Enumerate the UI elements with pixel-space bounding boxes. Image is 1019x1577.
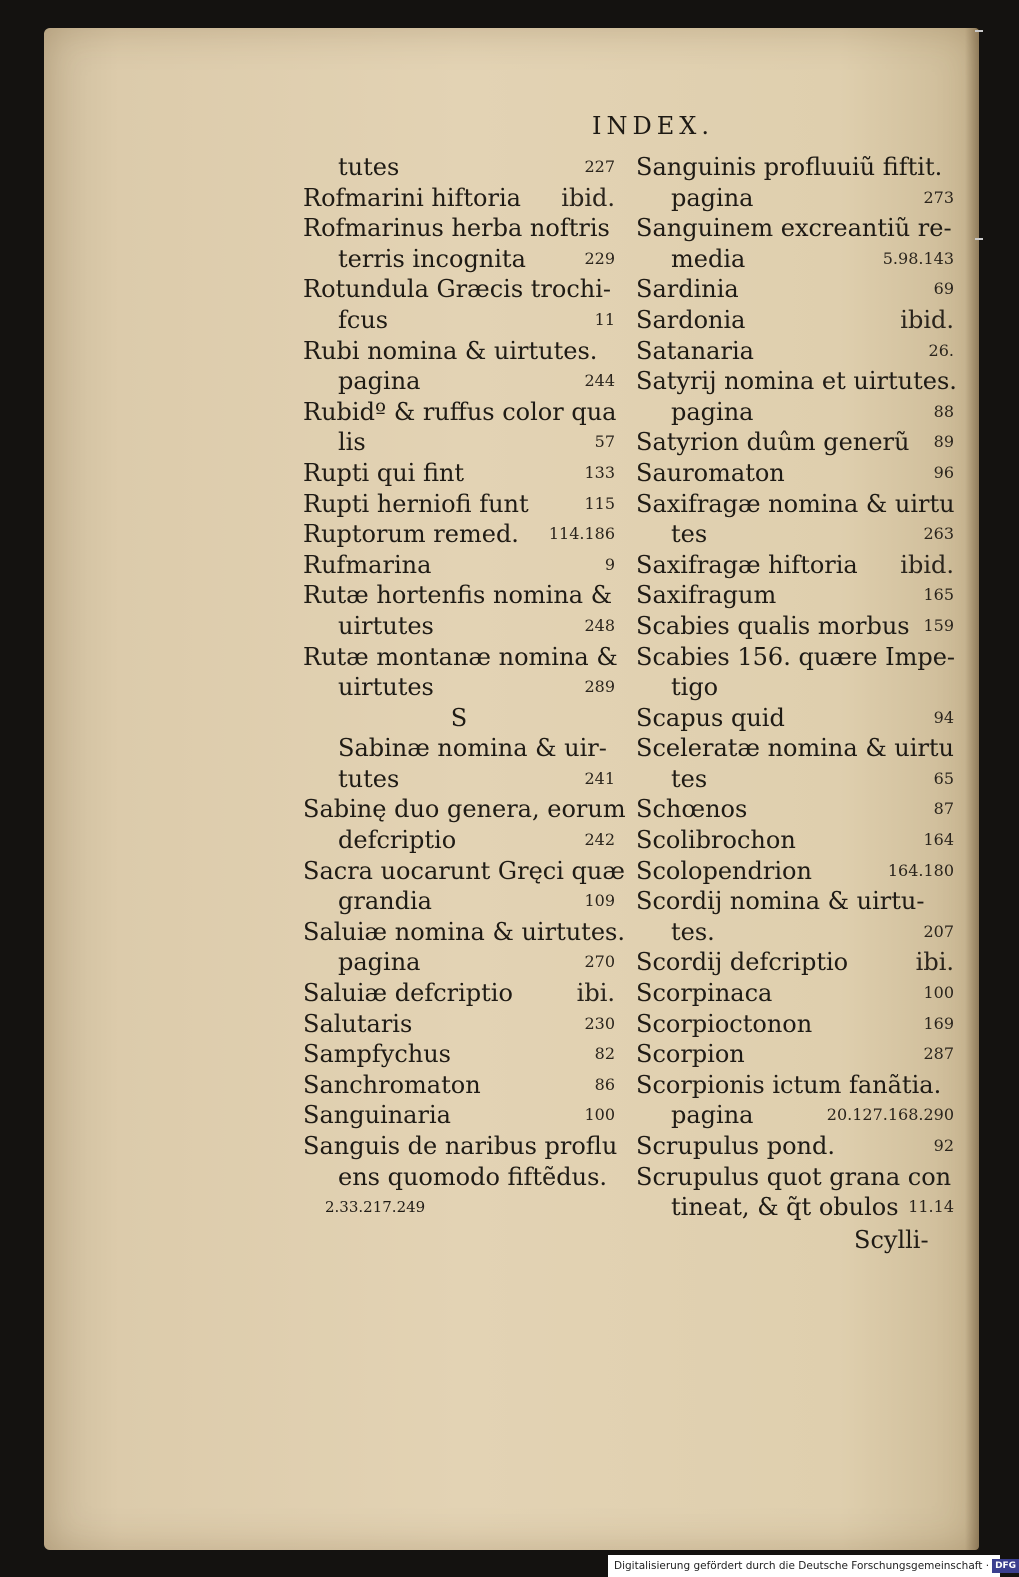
index-entry-line	[303, 1162, 615, 1193]
index-entry-line	[636, 611, 954, 642]
entry-text: tutes	[338, 153, 400, 181]
entry-text: Sacra uocarunt Gręci quæ	[303, 856, 625, 885]
index-entry-line	[636, 489, 954, 520]
entry-page-number: ibi.	[576, 979, 615, 1008]
entry-text: Rupti herniofi funt	[303, 489, 529, 518]
index-entry-line	[303, 825, 615, 856]
entry-text: uirtutes	[338, 673, 434, 702]
index-entry-line	[636, 703, 954, 734]
entry-text: Scordij defcriptio	[636, 948, 849, 977]
entry-text: ens quomodo fiftẽdus.	[338, 1162, 608, 1191]
entry-text: Sardinia	[636, 275, 739, 304]
entry-text: Sanguinaria	[303, 1101, 451, 1130]
entry-text: Rotundula Græcis trochi-	[303, 275, 612, 304]
entry-text: pagina	[671, 1101, 754, 1130]
entry-text: Sampfychus	[303, 1040, 451, 1069]
entry-page-number: 86	[594, 1074, 615, 1094]
index-entry-line	[303, 397, 615, 428]
entry-page-number: 159	[923, 615, 954, 635]
index-entry-line	[636, 336, 954, 367]
entry-text: Rubi nomina & uirtutes.	[303, 336, 598, 365]
entry-text: Scabies qualis morbus	[636, 611, 910, 640]
index-entry-line	[636, 397, 954, 428]
index-entry-line	[303, 336, 615, 367]
index-entry-line	[303, 733, 615, 764]
index-entry-line	[303, 1039, 615, 1070]
entry-text: Scorpionis ictum fanãtia.	[636, 1070, 942, 1099]
entry-page-number: 11	[594, 309, 615, 329]
entry-text: tutes	[338, 764, 400, 793]
entry-page-number: 230	[584, 1013, 615, 1033]
entry-text: tes	[671, 520, 708, 549]
index-entry-line	[303, 611, 615, 642]
entry-page-number: 89	[933, 432, 954, 452]
entry-page-number: ibi.	[915, 948, 954, 977]
entry-page-number: 5.98.143	[882, 248, 954, 268]
index-entry-line	[636, 1039, 954, 1070]
index-entry-line	[303, 427, 615, 458]
entry-text: Scordij nomina & uirtu-	[636, 887, 925, 916]
entry-text: Rutæ montanæ nomina &	[303, 642, 618, 671]
index-entry-line	[303, 856, 625, 887]
entry-text: pagina	[338, 948, 421, 977]
index-entry-line	[636, 886, 954, 917]
entry-page-number: ibid.	[561, 183, 615, 212]
index-entry-line	[636, 458, 954, 489]
entry-page-number: 96	[933, 462, 954, 482]
entry-page-number: 229	[584, 248, 615, 268]
index-entry-line	[303, 580, 615, 611]
index-entry-line	[636, 305, 954, 336]
entry-text: Rupti qui fint	[303, 458, 465, 487]
entry-page-number: ibid.	[900, 305, 954, 334]
entry-text: Scorpinaca	[636, 979, 773, 1008]
index-entry-line	[303, 917, 625, 948]
index-entry-line	[303, 458, 615, 489]
entry-text: Scrupulus pond.	[636, 1132, 835, 1160]
index-entry-line	[636, 825, 954, 856]
entry-text: Scapus quid	[636, 703, 785, 732]
entry-page-number: 207	[923, 921, 954, 941]
entry-text: pagina	[338, 367, 421, 396]
entry-text: Saxifragum	[636, 581, 777, 610]
entry-text: Sabinæ nomina & uir-	[338, 734, 607, 763]
entry-text: 2.33.217.249	[325, 1198, 426, 1217]
scan-edge-marker	[975, 238, 983, 240]
index-entry-line	[636, 794, 954, 825]
entry-page-number: 65	[933, 768, 954, 788]
entry-text: Rutæ hortenfis nomina &	[303, 581, 613, 610]
entry-text: Sanguinem excreantiũ re-	[636, 214, 952, 243]
index-entry-line	[303, 672, 615, 703]
entry-text: S	[450, 703, 468, 732]
entry-text: tes	[671, 764, 708, 793]
index-entry-line	[636, 1131, 954, 1162]
index-entry-line	[303, 1192, 615, 1223]
index-entry-line	[636, 366, 957, 397]
entry-text: tes.	[671, 917, 715, 946]
entry-text: Scorpion	[636, 1040, 745, 1069]
index-entry-line	[303, 1100, 615, 1131]
catchword: Scylli-	[854, 1226, 929, 1254]
entry-page-number: 289	[584, 677, 615, 697]
entry-text: Scrupulus quot grana con	[636, 1162, 952, 1191]
entry-text: Saluiæ nomina & uirtutes.	[303, 917, 625, 946]
entry-text: Salutaris	[303, 1009, 413, 1038]
entry-text: defcriptio	[338, 826, 457, 855]
index-entry-line	[303, 489, 615, 520]
entry-text: Scolibrochon	[636, 826, 796, 855]
entry-page-number: 273	[923, 187, 954, 207]
index-entry-line	[636, 917, 954, 948]
entry-page-number: 133	[584, 462, 615, 482]
index-entry-line	[636, 978, 954, 1009]
entry-page-number: 248	[584, 615, 615, 635]
entry-text: Scolopendrion	[636, 856, 812, 885]
index-entry-line	[303, 274, 615, 305]
index-entry-line	[636, 764, 954, 795]
entry-text: media	[671, 244, 746, 273]
entry-text: Scorpioctonon	[636, 1009, 813, 1038]
entry-text: tineat, & q̃t obulos	[671, 1193, 899, 1222]
entry-page-number: 11.14	[908, 1197, 954, 1217]
entry-page-number: 100	[584, 1105, 615, 1125]
digitization-footer	[608, 1555, 1017, 1577]
entry-page-number: 242	[584, 830, 615, 850]
index-column-left	[303, 152, 626, 1223]
entry-text: lis	[338, 428, 366, 457]
scan-edge-marker	[975, 30, 983, 32]
entry-text: pagina	[671, 183, 754, 212]
index-entry-line	[303, 152, 615, 183]
index-entry-line	[636, 427, 954, 458]
index-entry-line	[636, 580, 954, 611]
entry-page-number: 82	[594, 1044, 615, 1064]
entry-page-number: 241	[584, 768, 615, 788]
entry-text: Rubidº & ruffus color qua	[303, 397, 617, 426]
index-entry-line	[636, 642, 954, 673]
index-entry-line	[303, 642, 618, 673]
entry-text: Satanaria	[636, 336, 754, 365]
entry-page-number: 92	[933, 1136, 954, 1155]
index-entry-line	[303, 794, 626, 825]
entry-page-number: 164	[923, 830, 954, 850]
index-entry-line	[303, 1009, 615, 1040]
entry-text: Sanguis de naribus proflu	[303, 1132, 618, 1160]
entry-page-number: 165	[923, 585, 954, 605]
entry-page-number: 109	[584, 891, 615, 911]
index-entry-line	[636, 550, 954, 581]
index-entry-line	[303, 213, 615, 244]
index-entry-line	[636, 519, 954, 550]
entry-text: Rofmarini hiftoria	[303, 183, 521, 212]
entry-page-number: 244	[584, 371, 615, 391]
entry-page-number: 114.186	[548, 524, 615, 544]
entry-page-number: 270	[584, 952, 615, 972]
entry-text: Saxifragæ hiftoria	[636, 550, 858, 579]
index-entry-line	[303, 1070, 615, 1101]
entry-page-number: 100	[923, 983, 954, 1003]
index-entry-line	[303, 519, 615, 550]
index-entry-line	[303, 366, 615, 397]
entry-text: fcus	[338, 305, 389, 334]
entry-page-number: 287	[923, 1044, 954, 1064]
entry-text: Ruptorum remed.	[303, 520, 519, 549]
entry-page-number: 57	[594, 432, 615, 452]
entry-text: Satyrion duûm generũ	[636, 428, 910, 457]
index-entry-line	[636, 1070, 954, 1101]
entry-text: Scabies 156. quære Impe-	[636, 642, 956, 671]
entry-page-number: 94	[933, 707, 954, 727]
dfg-logo: DFG	[992, 1559, 1019, 1573]
index-entry-line	[303, 305, 615, 336]
index-entry-line	[636, 1009, 954, 1040]
entry-text: pagina	[671, 397, 754, 426]
index-entry-line	[636, 274, 954, 305]
running-header: INDEX.	[592, 112, 714, 140]
entry-page-number: 169	[923, 1013, 954, 1033]
index-entry-line	[636, 947, 954, 978]
index-entry-line	[636, 152, 954, 183]
index-entry-line	[636, 856, 954, 887]
entry-page-number: ibid.	[900, 550, 954, 579]
entry-page-number: 88	[933, 401, 954, 421]
index-entry-line	[636, 1192, 954, 1223]
entry-text: Saxifragæ nomina & uirtu	[636, 489, 955, 518]
page-edge-shadow	[965, 28, 979, 1550]
entry-text: Sauromaton	[636, 458, 785, 487]
entry-page-number: 20.127.168.290	[826, 1105, 954, 1125]
index-entry-line	[303, 244, 615, 275]
entry-text: terris incognita	[338, 244, 526, 273]
entry-page-number: 164.180	[887, 860, 954, 880]
index-column-right	[636, 152, 957, 1223]
index-entry-line	[303, 886, 615, 917]
entry-page-number: 9	[604, 554, 615, 574]
entry-text: Sanguinis profluuiũ fiftit.	[636, 153, 943, 181]
entry-page-number: 263	[923, 524, 954, 544]
entry-text: Schœnos	[636, 795, 748, 824]
index-entry-line	[303, 183, 615, 214]
footer-text: Digitalisierung gefördert durch die Deutsche Forschungsgemeinschaft ·	[614, 1560, 990, 1572]
entry-text: Rofmarinus herba noftris	[303, 214, 610, 243]
index-entry-line	[303, 1131, 618, 1162]
entry-page-number: 227	[584, 157, 615, 176]
entry-text: Sardonia	[636, 305, 746, 334]
entry-text: Sanchromaton	[303, 1070, 481, 1099]
entry-text: uirtutes	[338, 611, 434, 640]
index-entry-line	[636, 213, 954, 244]
index-entry-line	[636, 672, 954, 703]
entry-page-number: 26.	[928, 340, 954, 360]
entry-text: Satyrij nomina et uirtutes.	[636, 367, 957, 396]
entry-text: tigo	[671, 673, 719, 702]
entry-page-number: 115	[584, 493, 615, 513]
entry-page-number: 69	[933, 279, 954, 299]
entry-text: grandia	[338, 887, 432, 916]
entry-text: Saluiæ defcriptio	[303, 979, 513, 1008]
index-entry-line	[303, 947, 615, 978]
index-entry-line	[303, 550, 615, 581]
index-entry-line	[636, 733, 954, 764]
index-entry-line	[636, 183, 954, 214]
entry-text: Sceleratæ nomina & uirtu	[636, 734, 955, 763]
entry-page-number: 87	[933, 799, 954, 819]
section-letter	[303, 703, 615, 734]
index-entry-line	[303, 978, 615, 1009]
index-entry-line	[303, 764, 615, 795]
entry-text: Rufmarina	[303, 550, 432, 579]
index-entry-line	[636, 1162, 954, 1193]
index-entry-line	[636, 1100, 954, 1131]
index-entry-line	[636, 244, 954, 275]
entry-text: Sabinę duo genera, eorum	[303, 795, 626, 824]
